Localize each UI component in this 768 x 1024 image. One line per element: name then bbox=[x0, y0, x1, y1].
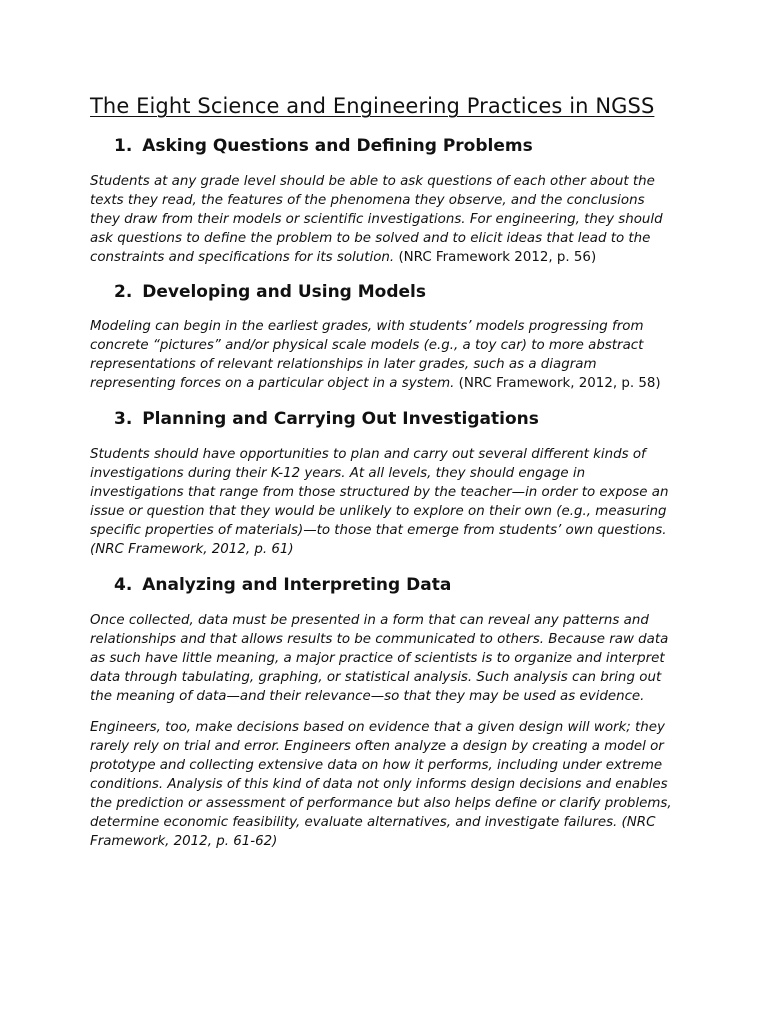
paragraph-asking-questions bbox=[90, 172, 678, 267]
section-title: Asking Questions and Defining Problems bbox=[142, 136, 533, 156]
paragraph-body: Once collected, data must be presented in a form that can reveal any patterns and relationships and that allows results to be communicated to others. Because raw data as such have little meaning, a major practice of scientists is to organize and interpret data through tabulating, graphing, or statistical analysis. Such analysis can bring out the meaning of data—and their relevance—so that they may be used as evidence. bbox=[90, 613, 669, 704]
paragraph-planning-investigations bbox=[90, 445, 678, 559]
section-heading-asking-questions bbox=[90, 134, 678, 158]
section-heading-developing-models bbox=[90, 280, 678, 304]
section-title: Developing and Using Models bbox=[142, 282, 427, 302]
paragraph-body: Students at any grade level should be able to ask questions of each other about the texts they read, the features of the phenomena they observe, and the conclusions they draw from their models or scientific investigations. For engineering, they should ask questions to define the problem to be solved and to elicit ideas that lead to the constraints and specifications for its solution. bbox=[90, 174, 663, 265]
section-title: Analyzing and Interpreting Data bbox=[142, 575, 452, 595]
section-number: 1. bbox=[114, 136, 133, 156]
paragraph-citation: (NRC Framework, 2012, p. 58) bbox=[454, 376, 661, 391]
section-heading-planning-investigations bbox=[90, 407, 678, 431]
paragraph-developing-models bbox=[90, 317, 678, 393]
document-title: The Eight Science and Engineering Practices in NGSS bbox=[90, 94, 655, 118]
paragraph-body: Students should have opportunities to plan and carry out several different kinds of investigations during their K-12 years. At all levels, they should engage in investigations that range from those structured by the teacher—in order to expose an issue or question that they would be unlikely to explore on their own (e.g., measuring specific properties of materials)—to those that emerge from students’ own questions. (NRC Framework, 2012, p. 61) bbox=[90, 447, 669, 557]
paragraph-analyzing-data bbox=[90, 611, 678, 706]
paragraph-body: Engineers, too, make decisions based on evidence that a given design will work; they rarely rely on trial and error. Engineers often analyze a design by creating a model or prototype and collecting extensive data on how it performs, including under extreme conditions. Analysis of this kind of data not only informs design decisions and enables the prediction or assessment of performance but also helps define or clarify problems, determine economic feasibility, evaluate alternatives, and investigate failures. (NRC Framework, 2012, p. 61-62) bbox=[90, 720, 672, 849]
section-heading-analyzing-data bbox=[90, 573, 678, 597]
section-number: 2. bbox=[114, 282, 133, 302]
paragraph-body: Modeling can begin in the earliest grades, with students’ models progressing from concrete “pictures” and/or physical scale models (e.g., a toy car) to more abstract representations of relevant relationships in later grades, such as a diagram representing forces on a particular object in a system. bbox=[90, 319, 644, 391]
paragraph-citation: (NRC Framework 2012, p. 56) bbox=[394, 250, 597, 265]
paragraph-engineers-decisions bbox=[90, 718, 678, 851]
document-page bbox=[90, 90, 678, 851]
section-number: 3. bbox=[114, 409, 133, 429]
section-number: 4. bbox=[114, 575, 133, 595]
section-title: Planning and Carrying Out Investigations bbox=[142, 409, 539, 429]
